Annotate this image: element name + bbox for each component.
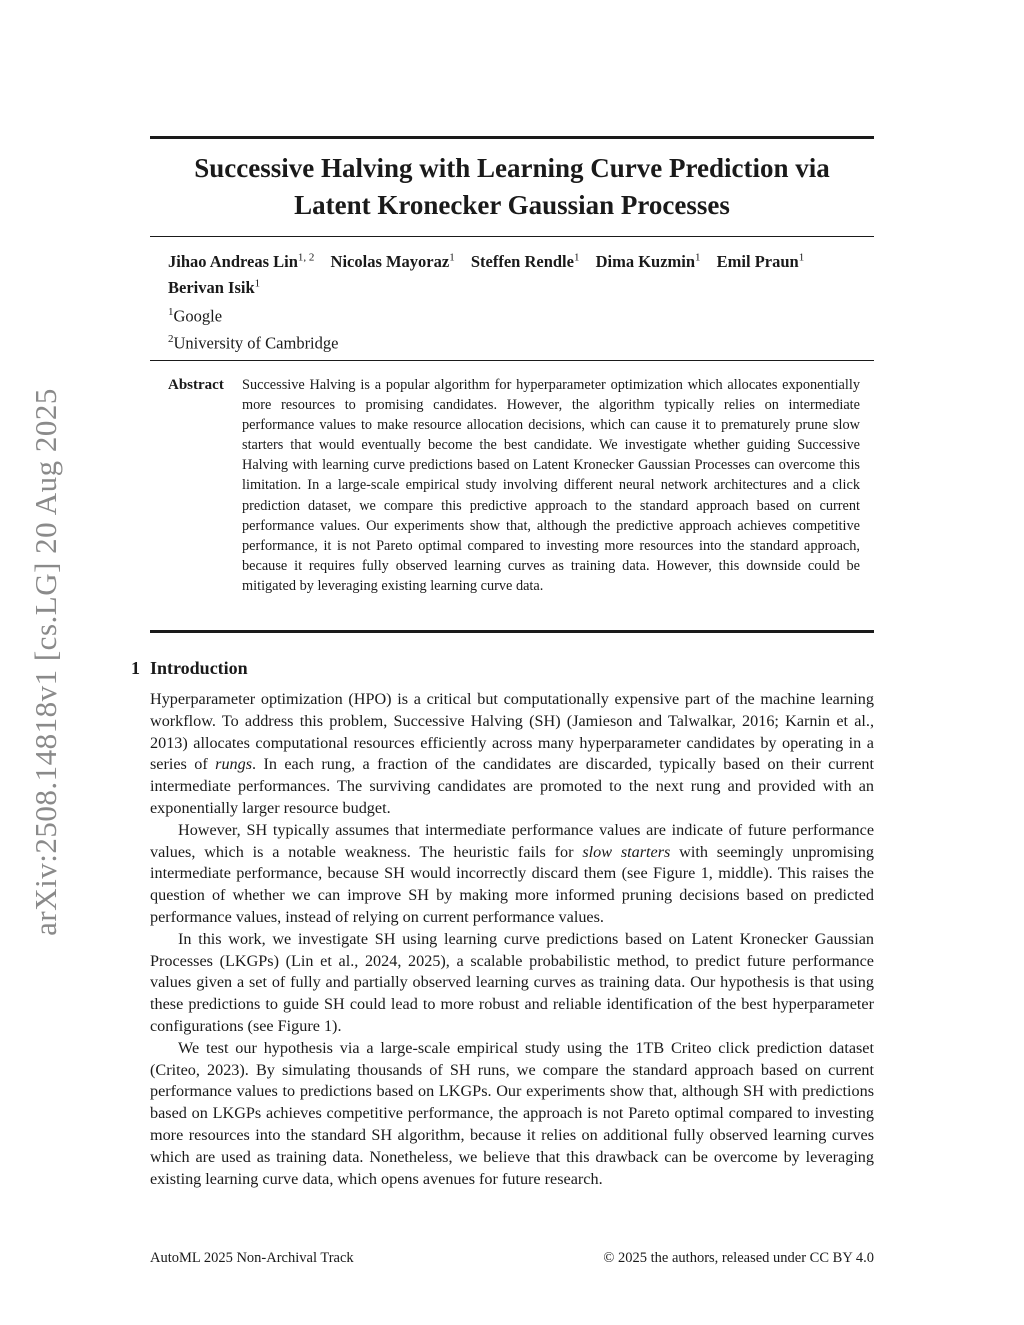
paragraph: We test our hypothesis via a large-scale empirical study using the 1TB Criteo click prediction dataset (Criteo, 2023). By simulating thousands of SH runs, we compare the standard approach based on current performance values to predictions based on LKGPs. Our experiments show that, although SH with predictions based on LKGPs achieves competitive performance, the approach is not Pareto optimal compared to investing more resources into the standard SH algorithm, because it relies on additional fully observed learning curves which are used as training data. Nonetheless, we believe that this drawback can be overcome by leveraging existing learning curve data, which opens avenues for future research.: [150, 1038, 874, 1188]
footer-venue: AutoML 2025 Non-Archival Track: [150, 1250, 354, 1266]
affiliation: $^1$Google: [168, 306, 223, 326]
abstract-label: Abstract: [168, 377, 224, 393]
title-divider: [150, 236, 874, 237]
arxiv-identifier: arXiv:2508.14818v1 [cs.LG] 20 Aug 2025: [28, 388, 63, 936]
abstract-text: Successive Halving is a popular algorithm for hyperparameter optimization which allocates exponentially more resources to promising candidates. However, the algorithm typically relies on intermediate performance values to make resource allocation decisions, which can cause it to prematurely prune slow starters that would eventually become the best candidate. We investigate whether guiding Successive Halving with learning curve predictions based on Latent Kronecker Gaussian Processes can overcome this limitation. In a large-scale empirical study involving different neural network architectures and a click prediction dataset, we compare this predictive approach to the standard approach based on current performance values. Our experiments show that, although the predictive approach achieves competitive performance, it is not Pareto optimal compared to investing more resources into the standard approach, because it requires fully observed learning curves as training data. However, this downside could be mitigated by leveraging existing learning curve data.: [242, 377, 860, 594]
affiliation: $^2$University of Cambridge: [168, 332, 339, 352]
affiliations: [168, 301, 338, 354]
paragraph: However, SH typically assumes that intermediate performance values are indicate of future performance values, which is a notable weakness. The heuristic fails for slow starters with seemingly unpromising intermediate performance, because SH would incorrectly discard them (see Figure 1, middle). This raises the question of whether we can improve SH by making more informed pruning decisions based on predicted performance values, instead of relying on current performance values.: [150, 820, 874, 926]
paragraph: In this work, we investigate SH using learning curve predictions based on Latent Kronecker Gaussian Processes (LKGPs) (Lin et al., 2024, 2025), a scalable probabilistic method, to predict future performance values given a set of fully and partially observed learning curves as training data. Our hypothesis is that using these predictions to guide SH could lead to more robust and reliable identification of the best hyperparameter configurations (see Figure 1).: [150, 929, 874, 1035]
author: Dima Kuzmin$^1$: [595, 251, 701, 271]
author-list: [168, 246, 858, 299]
affiliation-divider: [150, 360, 874, 361]
title-line-1: Successive Halving with Learning Curve Prediction via: [194, 153, 830, 183]
section-heading: [131, 658, 248, 679]
author: Berivan Isik$^1$: [168, 277, 261, 297]
abstract-rule: [150, 630, 874, 633]
author: Steffen Rendle$^1$: [470, 251, 580, 271]
introduction-body: [150, 689, 874, 1190]
title-line-2: Latent Kronecker Gaussian Processes: [294, 190, 730, 220]
paper-title: [150, 150, 874, 224]
section-title: Introduction: [150, 658, 248, 678]
author: Emil Praun$^1$: [716, 251, 805, 271]
abstract: [168, 375, 860, 596]
arxiv-stamp: [28, 388, 63, 936]
top-rule: [150, 136, 874, 139]
footer-license: © 2025 the authors, released under CC BY 4.0: [603, 1250, 874, 1266]
author: Jihao Andreas Lin$^{1, 2}$: [168, 251, 315, 271]
author: Nicolas Mayoraz$^1$: [330, 251, 455, 271]
paragraph: Hyperparameter optimization (HPO) is a critical but computationally expensive part of the machine learning workflow. To address this problem, Successive Halving (SH) (Jamieson and Talwalkar, 2016; Karnin et al., 2013) allocates computational resources efficiently across many hyperparameter candidates by operating in a series of rungs. In each rung, a fraction of the candidates are discarded, typically based on their current intermediate performances. The surviving candidates are promoted to the next rung and provided with an exponentially larger resource budget.: [150, 690, 874, 817]
section-number: 1: [131, 658, 140, 678]
